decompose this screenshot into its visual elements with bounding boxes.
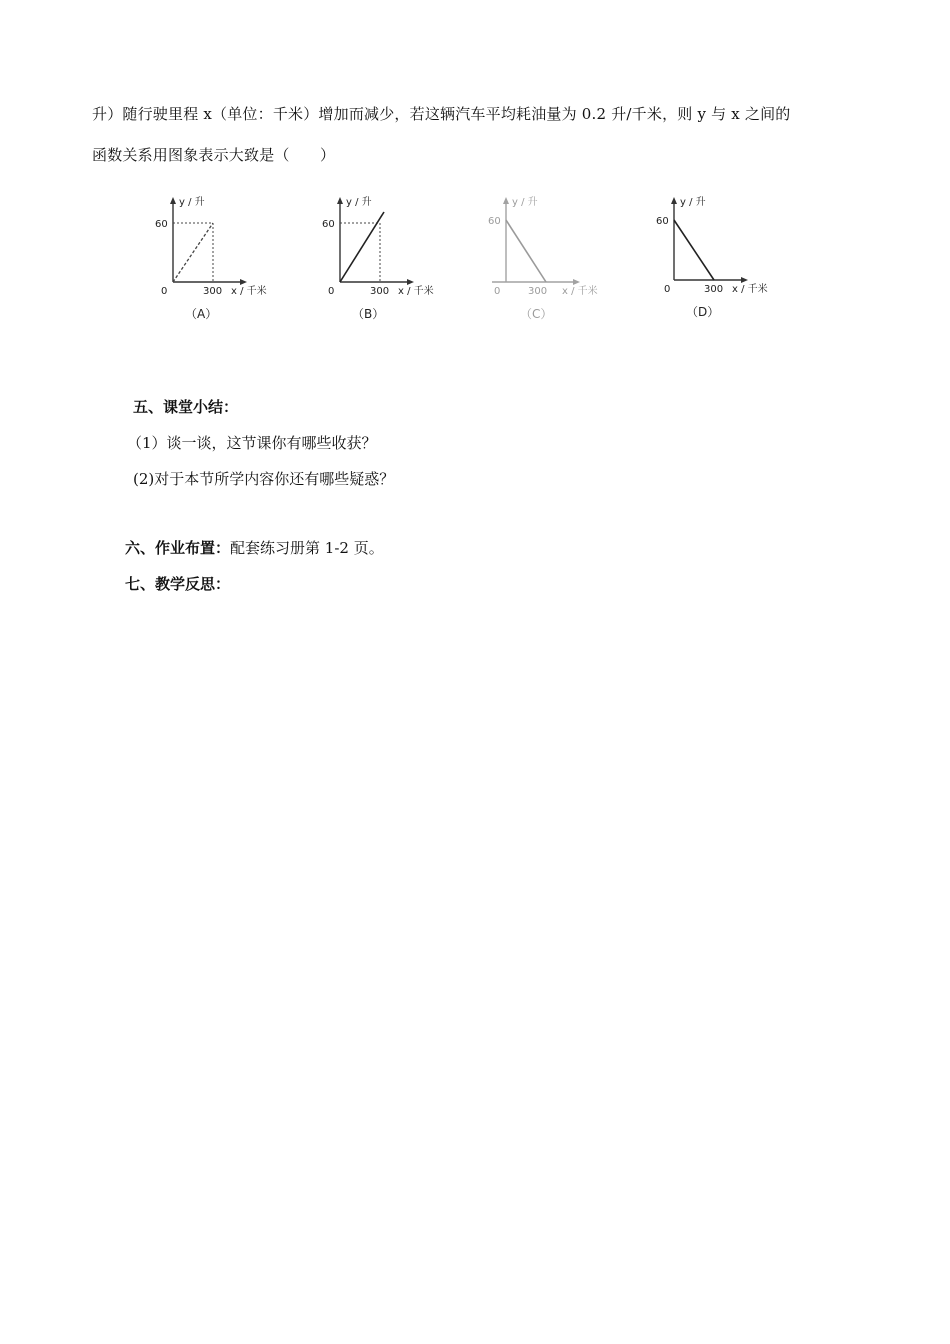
graph-a-x-label: x / 千米 bbox=[231, 286, 267, 297]
graph-b-origin: 0 bbox=[328, 286, 335, 297]
summary-item-2: (2)对于本节所学内容你还有哪些疑惑？ bbox=[133, 470, 395, 488]
graph-d-x-tick: 300 bbox=[704, 284, 724, 295]
graph-c-caption: （C） bbox=[520, 307, 553, 321]
graph-d-x-label: x / 千米 bbox=[732, 284, 768, 295]
graph-a bbox=[145, 190, 305, 325]
homework-line bbox=[125, 537, 384, 558]
question-line-1: 升）随行驶里程 x（单位：千米）增加而减少，若这辆汽车平均耗油量为 0.2 升/千米，则 y 与 x 之间的 bbox=[92, 105, 791, 123]
graph-c-origin: 0 bbox=[494, 286, 501, 297]
homework-text: 配套练习册第 1-2 页。 bbox=[230, 539, 384, 557]
graph-d bbox=[646, 190, 806, 325]
graph-c bbox=[478, 190, 638, 325]
summary-heading: 五、课堂小结： bbox=[133, 398, 239, 416]
graph-b-caption: （B） bbox=[352, 307, 385, 321]
question-line-2: 函数关系用图象表示大致是（ ） bbox=[92, 146, 336, 164]
graph-d-y-label: y / 升 bbox=[680, 197, 706, 208]
graph-b-y-label: y / 升 bbox=[346, 197, 372, 208]
graph-a-svg bbox=[145, 190, 305, 325]
graph-c-y-label: y / 升 bbox=[512, 197, 538, 208]
reflection-heading: 七、教学反思： bbox=[125, 575, 231, 593]
graph-d-svg bbox=[646, 190, 806, 325]
homework-heading: 六、作业布置： bbox=[125, 539, 231, 557]
graph-b-y-tick: 60 bbox=[322, 219, 335, 230]
graph-a-origin: 0 bbox=[161, 286, 168, 297]
graph-a-x-tick: 300 bbox=[203, 286, 223, 297]
graph-b-x-tick: 300 bbox=[370, 286, 390, 297]
summary-item-1: （1）谈一谈，这节课你有哪些收获？ bbox=[127, 434, 377, 452]
graph-b bbox=[312, 190, 472, 325]
graph-a-y-label: y / 升 bbox=[179, 197, 205, 208]
graph-a-y-tick: 60 bbox=[155, 219, 168, 230]
graph-c-x-tick: 300 bbox=[528, 286, 548, 297]
graph-a-caption: （A） bbox=[185, 307, 218, 321]
graph-d-caption: （D） bbox=[686, 305, 720, 319]
graph-b-x-label: x / 千米 bbox=[398, 286, 434, 297]
graph-d-origin: 0 bbox=[664, 284, 671, 295]
graph-d-y-tick: 60 bbox=[656, 216, 669, 227]
graph-c-y-tick: 60 bbox=[488, 216, 501, 227]
graph-b-svg bbox=[312, 190, 472, 325]
graph-c-x-label: x / 千米 bbox=[562, 286, 598, 297]
graph-c-svg bbox=[478, 190, 638, 325]
